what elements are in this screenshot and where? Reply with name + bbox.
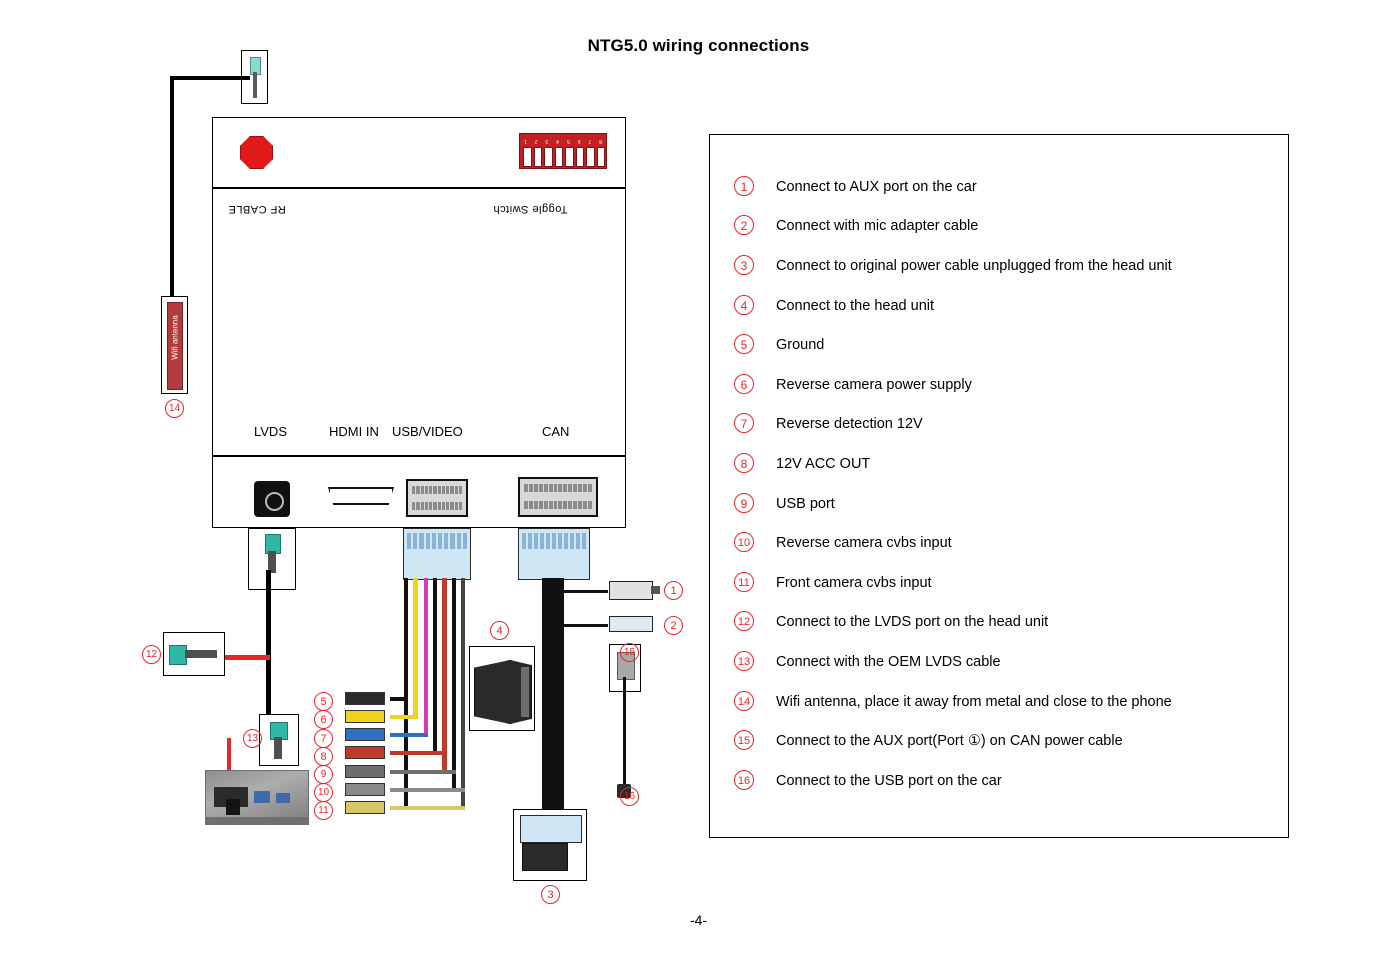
legend-number-12: 12 [734, 611, 764, 633]
legend-item-9 [734, 484, 1274, 524]
legend-item-4 [734, 286, 1274, 326]
legend-text-9: USB port [776, 495, 835, 512]
legend-item-10 [734, 523, 1274, 563]
aux-port-connector [609, 581, 653, 600]
legend-text-16: Connect to the USB port on the car [776, 772, 1002, 789]
legend-number-9: 9 [734, 493, 764, 515]
hdmi-port-label: HDMI IN [329, 424, 379, 439]
legend-number-15: 15 [734, 730, 764, 752]
legend-number-3: 3 [734, 255, 764, 277]
legend-item-11 [734, 563, 1274, 603]
legend-text-13: Connect with the OEM LVDS cable [776, 653, 1001, 670]
callout-7: 7 [314, 729, 333, 748]
callout-2: 2 [664, 616, 683, 635]
callout-9: 9 [314, 765, 333, 784]
callout-8: 8 [314, 747, 333, 766]
callout-12: 12 [142, 645, 161, 664]
legend-item-3 [734, 246, 1274, 286]
wire-black-3 [452, 578, 456, 790]
can-port-label: CAN [542, 424, 570, 439]
lvds-cable-vertical [266, 570, 271, 735]
callout-6: 6 [314, 710, 333, 729]
main-unit-body [212, 188, 626, 456]
lvds-port-icon [254, 481, 290, 517]
callout-3: 3 [541, 885, 560, 904]
wire-end-8 [345, 746, 385, 759]
aux-usb-cable [623, 677, 626, 787]
wire-branch-8 [390, 751, 447, 755]
usb-video-port-label: USB/VIDEO [392, 424, 463, 439]
legend-item-14 [734, 682, 1274, 722]
can-branch-1 [560, 590, 608, 593]
legend-text-5: Ground [776, 337, 825, 354]
legend-item-7 [734, 405, 1274, 445]
wire-branch-11 [390, 806, 465, 810]
rf-pin-icon [253, 72, 257, 98]
wire-end-5 [345, 692, 385, 705]
legend-number-11: 11 [734, 572, 764, 594]
legend-text-4: Connect to the head unit [776, 297, 935, 314]
wire-end-10 [345, 783, 385, 796]
rf-cable-horizontal [170, 76, 250, 80]
legend-number-7: 7 [734, 413, 764, 435]
legend-text-10: Reverse camera cvbs input [776, 535, 952, 552]
legend-text-1: Connect to AUX port on the car [776, 178, 977, 195]
can-power-cable [542, 578, 564, 818]
head-unit-plug-icon [474, 660, 532, 724]
legend-number-8: 8 [734, 453, 764, 475]
hdmi-port-icon [328, 487, 394, 505]
legend-number-5: 5 [734, 334, 764, 356]
legend-item-2 [734, 207, 1274, 247]
legend-number-1: 1 [734, 176, 764, 198]
legend-item-8 [734, 444, 1274, 484]
callout-14: 14 [165, 399, 184, 418]
original-power-plug-bottom-icon [522, 843, 568, 871]
wire-gray [461, 578, 465, 806]
legend-item-1 [734, 167, 1274, 207]
legend-text-12: Connect to the LVDS port on the head unit [776, 614, 1049, 631]
legend-item-13 [734, 642, 1274, 682]
callout-5: 5 [314, 692, 333, 711]
dip-switch[interactable] [519, 133, 607, 169]
wire-branch-7 [390, 733, 428, 737]
callout-10: 10 [314, 783, 333, 802]
legend-text-6: Reverse camera power supply [776, 376, 972, 393]
wire-branch-9 [390, 770, 456, 774]
wire-yellow [413, 578, 418, 716]
legend-text-11: Front camera cvbs input [776, 574, 932, 591]
legend-text-14: Wifi antenna, place it away from metal and close to the phone [776, 693, 1172, 710]
can-port-icon [518, 477, 598, 517]
dip-switch-numbers: 8 7 6 5 4 3 2 1 [523, 138, 603, 144]
legend-panel [709, 134, 1289, 838]
callout-13: 13 [243, 729, 262, 748]
wifi-antenna-label: Wifi antenna [170, 315, 180, 360]
legend-number-16: 16 [734, 770, 764, 792]
can-harness-plug [518, 528, 590, 580]
wire-end-11 [345, 801, 385, 814]
legend-number-4: 4 [734, 295, 764, 317]
legend-item-12 [734, 603, 1274, 643]
head-unit-photo [205, 770, 309, 825]
wire-end-6 [345, 710, 385, 723]
legend-item-5 [734, 325, 1274, 365]
callout-4: 4 [490, 621, 509, 640]
lvds-head-unit-plug-stem-icon [185, 650, 217, 658]
legend-text-7: Reverse detection 12V [776, 416, 923, 433]
legend-text-2: Connect with mic adapter cable [776, 218, 979, 235]
wire-end-9 [345, 765, 385, 778]
usb-video-harness-plug [403, 528, 471, 580]
original-power-plug-top-icon [520, 815, 582, 843]
callout-15: 15 [620, 643, 639, 662]
rf-cable-label: RF CABLE [228, 203, 286, 215]
wifi-antenna-icon [167, 302, 183, 390]
can-branch-2 [560, 624, 608, 627]
legend-number-2: 2 [734, 215, 764, 237]
legend-item-15 [734, 721, 1274, 761]
callout-1: 1 [664, 581, 683, 600]
callout-11: 11 [314, 801, 333, 820]
dip-switch-levers[interactable] [523, 147, 605, 167]
page-number: -4- [689, 912, 708, 928]
wire-branch-6 [390, 715, 418, 719]
usb-video-port-icon [406, 479, 468, 517]
wire-magenta [424, 578, 428, 736]
legend-list [734, 167, 1274, 801]
legend-number-14: 14 [734, 691, 764, 713]
callout-16: 16 [620, 787, 639, 806]
lvds-port-label: LVDS [254, 424, 287, 439]
wire-end-7 [345, 728, 385, 741]
legend-item-6 [734, 365, 1274, 405]
wire-branch-5 [390, 697, 408, 701]
rf-cable-vertical [170, 76, 174, 306]
legend-text-15: Connect to the AUX port(Port ①) on CAN power cable [776, 733, 1123, 750]
mic-adapter-connector [609, 616, 653, 632]
page-title: NTG5.0 wiring connections [587, 36, 810, 55]
toggle-switch-label: Toggle Switch [493, 203, 568, 215]
legend-text-3: Connect to original power cable unplugged from the head unit [776, 257, 1172, 274]
legend-number-10: 10 [734, 532, 764, 554]
legend-number-6: 6 [734, 374, 764, 396]
legend-item-16 [734, 761, 1274, 801]
wire-branch-10 [390, 788, 465, 792]
oem-lvds-plug-stem-icon [274, 737, 282, 759]
legend-number-13: 13 [734, 651, 764, 673]
wire-red-1 [442, 578, 447, 772]
legend-text-8: 12V ACC OUT [776, 455, 871, 472]
wire-black-2 [433, 578, 437, 754]
